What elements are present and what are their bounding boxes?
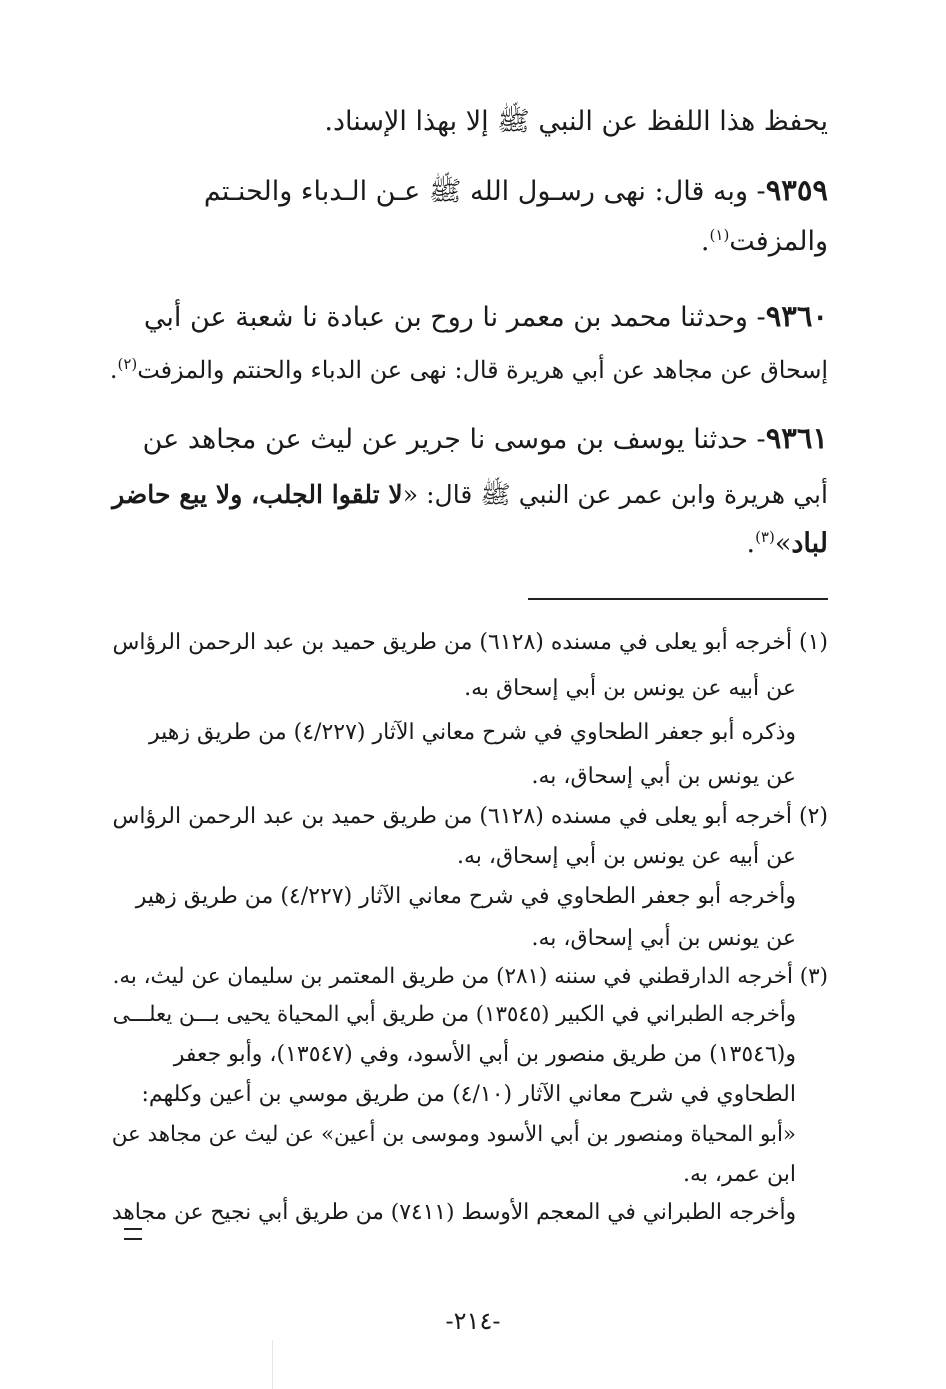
footnote-text: (٣) أخرجه الدارقطني في سننه (٢٨١) من طريق المعتمر بن سليمان عن ليث، به. — [112, 964, 828, 989]
page-number: -٢١٤- — [445, 1307, 501, 1335]
footnote-text: عن يونس بن أبي إسحاق، به. — [531, 764, 796, 789]
footnote-line — [457, 842, 796, 872]
footnote-text: الطحاوي في شرح معاني الآثار (٤/١٠) من طريق موسي بن أعين وكلهم: — [141, 1082, 796, 1107]
hadith-text: إسحاق عن مجاهد عن أبي هريرة قال: نهى عن الدباء والحنتم والمزفت — [137, 356, 828, 384]
hadith-9359-line-2 — [701, 222, 828, 262]
hadith-9360-line-2 — [110, 350, 828, 390]
hadith-9361-line-2 — [112, 474, 828, 515]
footnote-line — [113, 802, 828, 832]
footnote-text: «أبو المحياة ومنصور بن أبي الأسود وموسى بن أعين» عن ليث عن مجاهد عن — [111, 1122, 796, 1147]
continuation-line — [324, 102, 828, 142]
hadith-text: - وبه قال: نهى رسـول الله ﷺ عـن الـدباء والحنـتم — [203, 176, 766, 207]
hadith-text: » — [774, 528, 792, 559]
footnote-line — [174, 1040, 796, 1070]
footnote-line — [532, 924, 796, 954]
hadith-text: - وحدثنا محمد بن معمر نا روح بن عبادة نا شعبة عن أبي — [143, 302, 766, 333]
hadith-text: . — [700, 226, 710, 257]
hadith-number: ٩٣٥٩ — [765, 173, 828, 207]
footnote-line — [141, 1080, 796, 1110]
hadith-9359-line-1 — [204, 170, 828, 212]
hadith-9361-line-1 — [143, 418, 828, 460]
footnote-text: وذكره أبو جعفر الطحاوي في شرح معاني الآثار (٤/٢٢٧) من طريق زهير — [149, 720, 796, 745]
footnote-text: (٢) أخرجه أبو يعلى في مسنده (٦١٢٨) من طريق حميد بن عبد الرحمن الرؤاس — [112, 804, 828, 829]
footnote-text: وأخرجه الطبراني في الكبير (١٣٥٤٥) من طريق أبي المحياة يحيى بـــن يعلـــى — [112, 1002, 796, 1027]
footnote-marker: (٢) — [117, 355, 138, 374]
footnote-line — [683, 1160, 796, 1190]
footnote-line — [112, 1120, 796, 1150]
footnote-line — [532, 762, 796, 792]
hadith-text: أبي هريرة وابن عمر عن النبي ﷺ قال: « — [402, 480, 828, 509]
footnote-separator — [528, 598, 828, 600]
footnote-marker: (١) — [709, 226, 730, 244]
footnote-text: وأخرجه الطبراني في المعجم الأوسط (٧٤١١) من طريق أبي نجيح عن مجاهد — [111, 1200, 796, 1225]
hadith-text: - حدثنا يوسف بن موسى نا جرير عن ليث عن مجاهد عن — [142, 424, 766, 455]
hadith-9361-line-3 — [746, 524, 828, 564]
continuation-text: يحفظ هذا اللفظ عن النبي ﷺ إلا بهذا الإسناد. — [324, 106, 828, 137]
footnote-line — [113, 962, 828, 992]
footnote-text: وأخرجه أبو جعفر الطحاوي في شرح معاني الآثار (٤/٢٢٧) من طريق زهير — [135, 884, 796, 909]
footnote-line — [464, 674, 796, 704]
footnote-text: (١) أخرجه أبو يعلى في مسنده (٦١٢٨) من طريق حميد بن عبد الرحمن الرؤاس — [112, 630, 828, 655]
footnote-marker: (٣) — [755, 528, 775, 546]
footnote-text: عن أبيه عن يونس بن أبي إسحاق به. — [464, 676, 796, 701]
footnote-line — [112, 1198, 796, 1228]
footnote-text: عن أبيه عن يونس بن أبي إسحاق، به. — [456, 844, 796, 869]
footnote-line — [113, 628, 828, 658]
footnote-text: و(١٣٥٤٦) من طريق منصور بن أبي الأسود، وفي (١٣٥٤٧)، وأبو جعفر — [173, 1042, 796, 1067]
hadith-text: . — [109, 356, 118, 384]
footnote-text: عن يونس بن أبي إسحاق، به. — [531, 926, 796, 951]
hadith-number: ٩٣٦٠ — [765, 299, 828, 333]
footnote-line — [149, 718, 796, 748]
continuation-mark — [124, 1228, 142, 1240]
hadith-9360-line-1 — [144, 296, 828, 338]
footnote-text: ابن عمر، به. — [683, 1162, 796, 1187]
scan-artifact — [272, 1340, 273, 1389]
hadith-text: . — [746, 528, 756, 559]
footnote-line — [136, 882, 796, 912]
footnote-line — [113, 1000, 796, 1030]
hadith-quote: لباد — [791, 528, 828, 559]
hadith-quote: لا تلقوا الجلب، ولا يبع حاضر — [112, 479, 403, 509]
hadith-number: ٩٣٦١ — [765, 421, 828, 455]
hadith-text: والمزفت — [729, 226, 828, 257]
